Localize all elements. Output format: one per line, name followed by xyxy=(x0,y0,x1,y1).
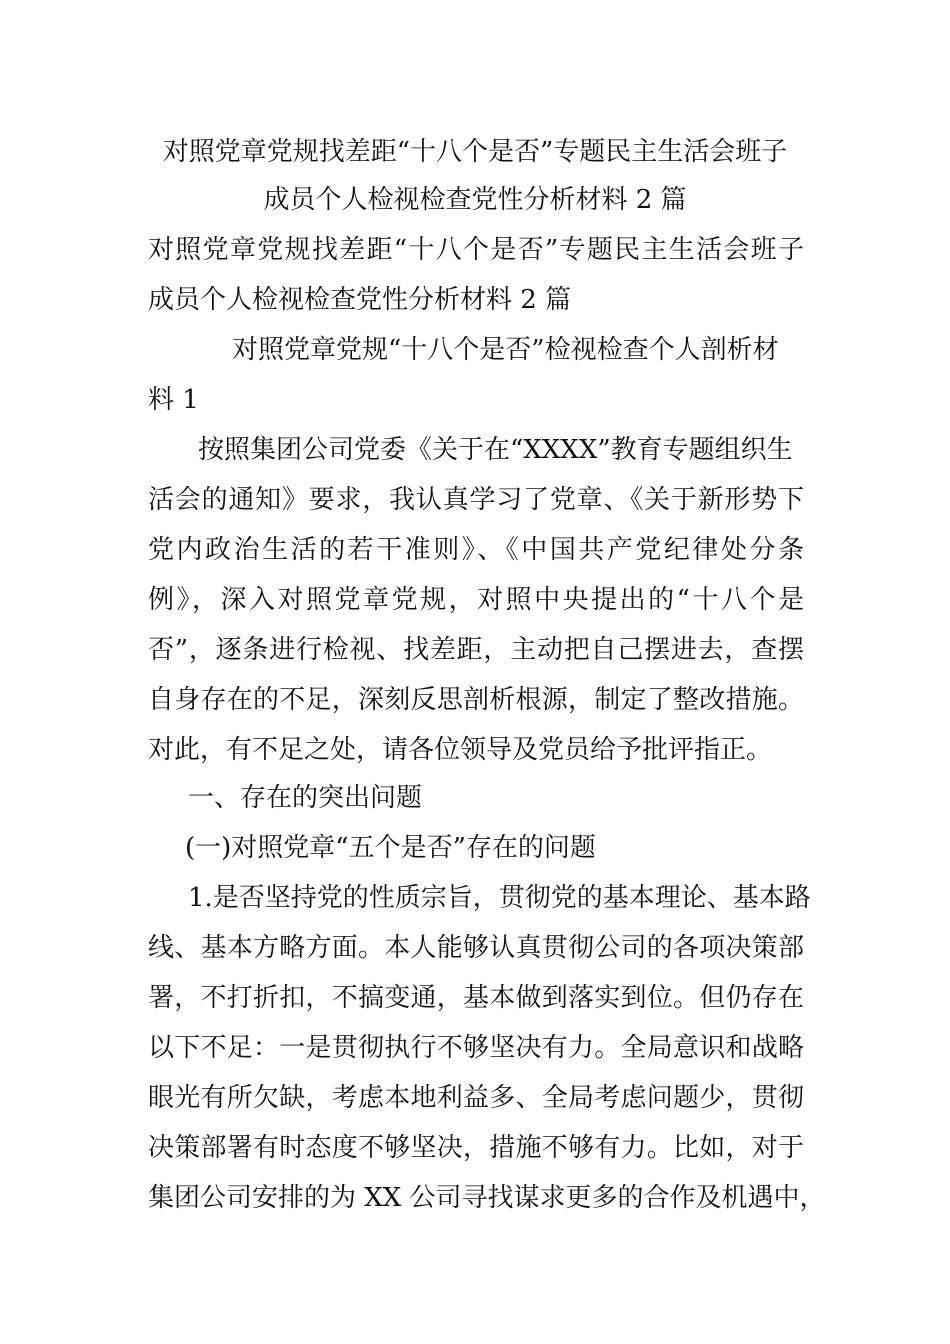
title-line-2: 成员个人检视检查党性分析材料 2 篇 xyxy=(263,185,687,215)
subsection-heading: (一)对照党章“五个是否”存在的问题 xyxy=(185,833,596,863)
point1-line-7: 集团公司安排的为 XX 公司寻找谋求更多的合作及机遇中， xyxy=(148,1183,826,1213)
section-heading: 一、存在的突出问题 xyxy=(188,783,423,813)
intro-line-5: 否”，逐条进行检视、找差距，主动把自己摆进去，查摆 xyxy=(148,635,804,665)
point1-line-4: 以下不足：一是贯彻执行不够坚决有力。全局意识和战略 xyxy=(148,1033,804,1063)
point1-line-5: 眼光有所欠缺，考虑本地利益多、全局考虑问题少，贯彻 xyxy=(148,1083,804,1113)
intro-line-3: 党内政治生活的若干准则》、《中国共产党纪律处分条 xyxy=(148,535,804,565)
intro-line-7: 对此，有不足之处，请各位领导及党员给予批评指正。 xyxy=(148,735,773,765)
repeat-title-line-2: 成员个人检视检查党性分析材料 2 篇 xyxy=(148,285,572,315)
point1-line-1: 1.是否坚持党的性质宗旨，贯彻党的基本理论、基本路 xyxy=(188,883,811,913)
point1-line-6: 决策部署有时态度不够坚决，措施不够有力。比如，对于 xyxy=(148,1133,804,1163)
point1-line-2: 线、基本方略方面。本人能够认真贯彻公司的各项决策部 xyxy=(148,933,804,963)
intro-line-4: 例》，深入对照党章党规，对照中央提出的“十八个是 xyxy=(148,585,804,615)
point1-line-3: 署，不打折扣，不搞变通，基本做到落实到位。但仍存在 xyxy=(148,983,804,1013)
intro-line-6: 自身存在的不足，深刻反思剖析根源，制定了整改措施。 xyxy=(148,685,804,715)
repeat-title-line-1: 对照党章党规找差距“十八个是否”专题民主生活会班子 xyxy=(148,235,804,265)
title-line-1: 对照党章党规找差距“十八个是否”专题民主生活会班子 xyxy=(162,137,788,167)
subtitle-line-1: 对照党章党规“十八个是否”检视检查个人剖析材 xyxy=(232,335,779,365)
subtitle-line-2: 料 1 xyxy=(148,385,199,415)
intro-line-2: 活会的通知》要求，我认真学习了党章、《关于新形势下 xyxy=(148,485,804,515)
intro-line-1: 按照集团公司党委《关于在“XXXX”教育专题组织生 xyxy=(198,435,793,465)
